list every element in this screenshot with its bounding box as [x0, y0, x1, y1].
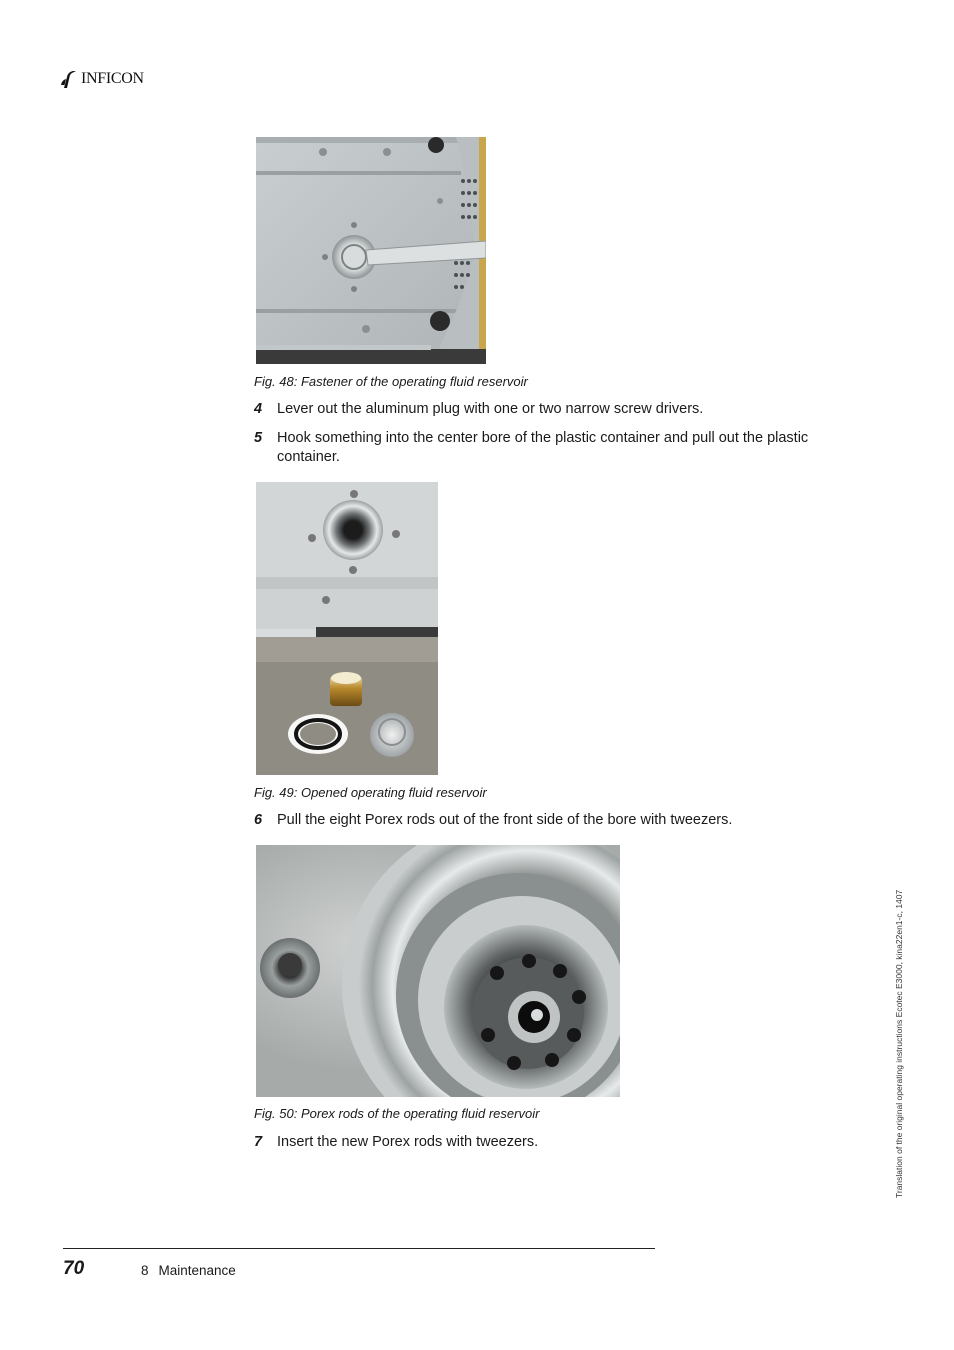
step-text: Insert the new Porex rods with tweezers. — [277, 1134, 539, 1150]
chapter-number: 8 — [141, 1263, 149, 1278]
step-number: 7 — [254, 1134, 263, 1150]
step-number: 5 — [254, 430, 263, 446]
chapter-label — [141, 1263, 236, 1278]
figure-50-caption: Fig. 50: Porex rods of the operating fluid reservoir — [254, 1106, 540, 1121]
step-item — [254, 1133, 854, 1152]
chapter-title: Maintenance — [158, 1263, 236, 1278]
figure-48-caption: Fig. 48: Fastener of the operating fluid reservoir — [254, 374, 528, 389]
document-reference-note: Translation of the original operating instructions Ecotec E3000, kina22en1-c, 1407 — [894, 889, 904, 1198]
inficon-logo — [60, 68, 144, 90]
step-text: Hook something into the center bore of the plastic container and pull out the plastic container. — [277, 430, 809, 465]
figure-50-image — [256, 845, 620, 1097]
figure-49-caption: Fig. 49: Opened operating fluid reservoir — [254, 785, 487, 800]
step-number: 4 — [254, 401, 263, 417]
step-text: Pull the eight Porex rods out of the front side of the bore with tweezers. — [277, 812, 733, 828]
step-number: 6 — [254, 812, 263, 828]
figure-49-image — [256, 482, 438, 775]
logo-text: INFICON — [81, 70, 144, 87]
footer-divider — [63, 1248, 655, 1249]
figure-48-image — [256, 137, 486, 364]
step-text: Lever out the aluminum plug with one or two narrow screw drivers. — [277, 401, 704, 417]
step-item — [254, 400, 854, 419]
step-item — [254, 429, 854, 467]
step-item — [254, 811, 854, 830]
page-number: 70 — [63, 1258, 85, 1279]
inficon-logo-icon — [60, 69, 78, 89]
